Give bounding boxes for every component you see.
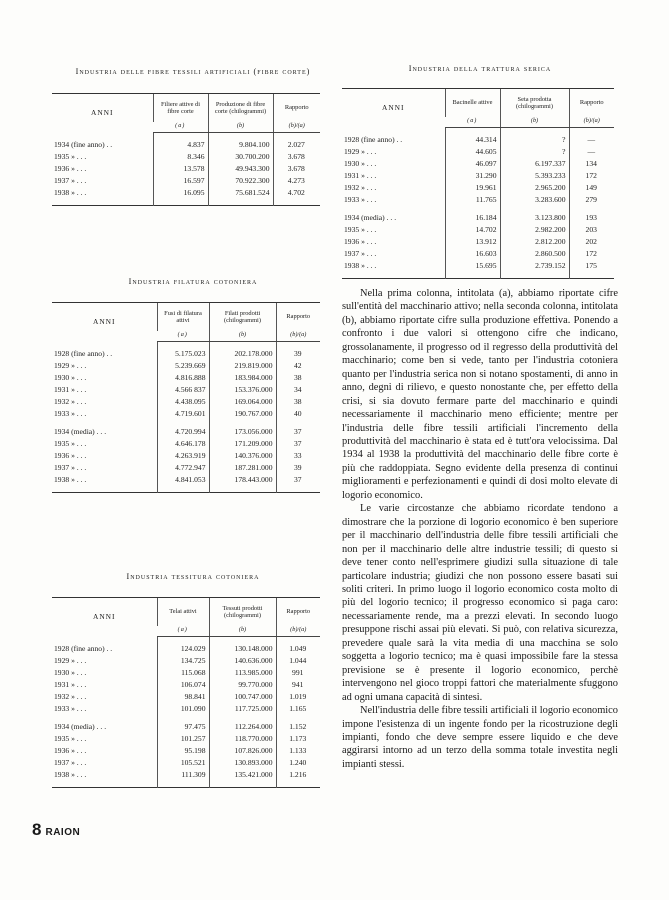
ratio-cell: 1.019 <box>276 691 320 703</box>
year-cell: 1928 (fine anno) . . <box>54 349 113 359</box>
table-row <box>52 438 320 450</box>
table-row <box>52 462 320 474</box>
year-cell: 1934 (media) . . . <box>54 722 107 732</box>
column-subheader: (a) <box>445 117 500 128</box>
year-cell: 1935 » . . . <box>344 225 377 235</box>
table-row <box>52 408 320 420</box>
ratio-cell: 42 <box>276 360 320 372</box>
value-a-cell: 4.816.888 <box>157 372 209 384</box>
column-header: ANNI <box>52 94 153 133</box>
value-b-cell: 75.681.524 <box>208 187 273 199</box>
column-subheader: (a) <box>157 626 209 637</box>
ratio-cell: 40 <box>276 408 320 420</box>
ratio-cell: 1.173 <box>276 733 320 745</box>
year-cell: 1930 » . . . <box>54 668 87 678</box>
value-a-cell: 111.309 <box>157 769 209 781</box>
paragraph-2: Le varie circostanze che abbiamo ricordate tendono a dimostrare che la porzione di logorio economico è ben superiore per il macchinario dell'industria delle fibre tessili artificiali che non per il macchinario delle altre industrie tessili; di questo si deve tener conto nell'esprimere giudizi sulla situazione di tale particolare industria; giudizi che non possono essere basati sui soliti criteri. In primo luogo il logorio economico costa molto di più del logorio tecnico; il progresso economico si paga caro: necessariamente rende, ma a prezzi elevati. In secondo luogo presuppone rischi assai più elevati. Si può, con relativa sicurezza, prevedere quale sarà la vita media di una macchina se solo soggetta a logorio tecnico; ma è quasi impossibile fare la stessa previsione se è presente il logorio economico, perchè intervengono nel gioco troppi fattori che materialmente sfuggono ad ogni umana capacità di sintesi. <box>342 503 618 703</box>
year-cell: 1936 » . . . <box>344 237 377 247</box>
table-tessitura <box>52 597 320 788</box>
value-b-cell: 140.636.000 <box>209 655 276 667</box>
ratio-cell: 1.049 <box>276 643 320 655</box>
table-row <box>52 139 320 151</box>
value-a-cell: 4.720.994 <box>157 426 209 438</box>
value-b-cell: 107.826.000 <box>209 745 276 757</box>
column-subheader: (b) <box>209 331 276 342</box>
value-b-cell: 3.123.800 <box>500 212 569 224</box>
table-row <box>52 679 320 691</box>
table-row <box>52 474 320 486</box>
table-title-fibre: Industria delle fibre tessili artificiali (fibre corte) <box>75 67 311 76</box>
value-b-cell: 117.725.000 <box>209 703 276 715</box>
table-row <box>342 224 614 236</box>
year-cell: 1938 » . . . <box>54 188 87 198</box>
year-cell: 1930 » . . . <box>344 159 377 169</box>
table-row <box>52 667 320 679</box>
value-a-cell: 44.605 <box>445 146 500 158</box>
table-row <box>52 372 320 384</box>
value-a-cell: 11.765 <box>445 194 500 206</box>
paragraph-3: Nell'industria delle fibre tessili artificiali il logorio economico impone l'esistenza di un ingente fondo per la ricostruzione degli impianti, fondo che deve sempre essere liquido e che deve aggirarsi intorno ad un terzo della somma totale investita negli impianti stessi. <box>342 705 618 770</box>
ratio-cell: 175 <box>569 260 614 272</box>
value-b-cell: ? <box>500 146 569 158</box>
value-b-cell: 202.178.000 <box>209 348 276 360</box>
value-a-cell: 134.725 <box>157 655 209 667</box>
value-b-cell: 5.393.233 <box>500 170 569 182</box>
year-cell: 1936 » . . . <box>54 451 87 461</box>
value-a-cell: 5.239.669 <box>157 360 209 372</box>
value-b-cell: 173.056.000 <box>209 426 276 438</box>
table-row <box>52 733 320 745</box>
table-row <box>342 236 614 248</box>
value-a-cell: 95.198 <box>157 745 209 757</box>
year-cell: 1932 » . . . <box>54 692 87 702</box>
value-a-cell: 4.263.919 <box>157 450 209 462</box>
table-row <box>52 769 320 781</box>
value-b-cell: ? <box>500 134 569 146</box>
year-cell: 1931 » . . . <box>54 680 87 690</box>
table-row <box>342 182 614 194</box>
ratio-cell: 134 <box>569 158 614 170</box>
value-b-cell: 113.985.000 <box>209 667 276 679</box>
ratio-cell: 941 <box>276 679 320 691</box>
year-cell: 1935 » . . . <box>54 152 87 162</box>
value-b-cell: 130.148.000 <box>209 643 276 655</box>
ratio-cell: 37 <box>276 438 320 450</box>
year-cell: 1933 » . . . <box>344 195 377 205</box>
value-a-cell: 4.438.095 <box>157 396 209 408</box>
table-row <box>52 757 320 769</box>
body-text <box>342 287 618 771</box>
page-number: 8 <box>32 820 42 839</box>
ratio-cell: 149 <box>569 182 614 194</box>
magazine-name: RAION <box>45 827 81 838</box>
column-header: Rapporto <box>569 89 614 118</box>
ratio-cell: 1.216 <box>276 769 320 781</box>
value-a-cell: 4.646.178 <box>157 438 209 450</box>
year-cell: 1938 » . . . <box>54 770 87 780</box>
table-row <box>52 175 320 187</box>
value-a-cell: 44.314 <box>445 134 500 146</box>
value-a-cell: 13.578 <box>153 163 208 175</box>
column-header: ANNI <box>52 598 157 637</box>
ratio-cell: 279 <box>569 194 614 206</box>
table-row <box>52 691 320 703</box>
ratio-cell: 1.152 <box>276 721 320 733</box>
value-b-cell: 6.197.337 <box>500 158 569 170</box>
year-cell: 1937 » . . . <box>54 463 87 473</box>
value-b-cell: 49.943.300 <box>208 163 273 175</box>
ratio-cell: 172 <box>569 248 614 260</box>
value-b-cell: 2.739.152 <box>500 260 569 272</box>
table-serica <box>342 88 614 279</box>
column-header: Fusi di filatura attivi <box>157 303 209 332</box>
column-subheader: (b)/(a) <box>276 331 320 342</box>
value-a-cell: 98.841 <box>157 691 209 703</box>
table-fibre <box>52 93 320 206</box>
value-b-cell: 2.812.200 <box>500 236 569 248</box>
table-row <box>52 360 320 372</box>
table-filatura <box>52 302 320 493</box>
value-b-cell: 171.209.000 <box>209 438 276 450</box>
value-a-cell: 97.475 <box>157 721 209 733</box>
ratio-cell: 1.044 <box>276 655 320 667</box>
year-cell: 1936 » . . . <box>54 164 87 174</box>
value-b-cell: 183.984.000 <box>209 372 276 384</box>
year-cell: 1930 » . . . <box>54 373 87 383</box>
table-row <box>52 426 320 438</box>
value-b-cell: 70.922.300 <box>208 175 273 187</box>
value-b-cell: 100.747.000 <box>209 691 276 703</box>
table-row <box>52 348 320 360</box>
year-cell: 1936 » . . . <box>54 746 87 756</box>
column-subheader: (b)/(a) <box>569 117 614 128</box>
table-row <box>342 170 614 182</box>
table-row <box>52 643 320 655</box>
ratio-cell: 172 <box>569 170 614 182</box>
ratio-cell: 39 <box>276 348 320 360</box>
value-b-cell: 190.767.000 <box>209 408 276 420</box>
value-a-cell: 16.603 <box>445 248 500 260</box>
column-header: Produzione di fibre corte (chilogrammi) <box>208 94 273 123</box>
column-subheader: (b) <box>209 626 276 637</box>
value-a-cell: 4.841.053 <box>157 474 209 486</box>
table-row <box>342 248 614 260</box>
year-cell: 1929 » . . . <box>54 656 87 666</box>
value-a-cell: 19.961 <box>445 182 500 194</box>
table-row <box>52 745 320 757</box>
column-header: Filati prodotti (chilogrammi) <box>209 303 276 332</box>
table-row <box>52 721 320 733</box>
year-cell: 1934 (fine anno) . . <box>54 140 113 150</box>
ratio-cell: — <box>569 134 614 146</box>
table-row <box>52 384 320 396</box>
value-a-cell: 101.257 <box>157 733 209 745</box>
column-subheader: (b)/(a) <box>276 626 320 637</box>
year-cell: 1938 » . . . <box>344 261 377 271</box>
table-title-tessitura: Industria tessitura cotoniera <box>126 572 260 581</box>
table-row <box>342 146 614 158</box>
value-a-cell: 31.290 <box>445 170 500 182</box>
value-b-cell: 9.804.100 <box>208 139 273 151</box>
value-a-cell: 4.719.601 <box>157 408 209 420</box>
year-cell: 1932 » . . . <box>54 397 87 407</box>
ratio-cell: 202 <box>569 236 614 248</box>
year-cell: 1933 » . . . <box>54 409 87 419</box>
year-cell: 1931 » . . . <box>344 171 377 181</box>
value-a-cell: 5.175.023 <box>157 348 209 360</box>
value-a-cell: 4.566 837 <box>157 384 209 396</box>
value-a-cell: 13.912 <box>445 236 500 248</box>
value-a-cell: 4.837 <box>153 139 208 151</box>
year-cell: 1937 » . . . <box>54 758 87 768</box>
ratio-cell: — <box>569 146 614 158</box>
year-cell: 1937 » . . . <box>54 176 87 186</box>
ratio-cell: 3.678 <box>273 151 320 163</box>
ratio-cell: 1.240 <box>276 757 320 769</box>
table-row <box>52 396 320 408</box>
value-b-cell: 112.264.000 <box>209 721 276 733</box>
value-b-cell: 219.819.000 <box>209 360 276 372</box>
ratio-cell: 991 <box>276 667 320 679</box>
year-cell: 1931 » . . . <box>54 385 87 395</box>
value-b-cell: 30.700.200 <box>208 151 273 163</box>
ratio-cell: 4.273 <box>273 175 320 187</box>
ratio-cell: 4.702 <box>273 187 320 199</box>
column-header: Tessuti prodotti (chilogrammi) <box>209 598 276 627</box>
year-cell: 1932 » . . . <box>344 183 377 193</box>
table-row <box>52 655 320 667</box>
value-a-cell: 4.772.947 <box>157 462 209 474</box>
value-b-cell: 118.770.000 <box>209 733 276 745</box>
table-row <box>52 187 320 199</box>
paragraph-1: Nella prima colonna, intitolata (a), abbiamo riportate cifre sull'entità del macchinario attivo; nella seconda colonna, intitolata (b), abbiamo riportate cifre sulla produzione effettiva. Ponendo a confronto i due valori si ottengono cifre che indicano, grossolanamente, il progresso od il regresso della produttività del macchinario; come ben si vede, tanto per l'industria cotoniera quanto per l'industria serica non si notano spostamenti, di anno in anno, degni di rilievo, e questo nonostante che, per effetto della crisi, si sia dovuto fermare parte del macchinario e quindi necessariamente il macchinario meno efficiente; mentre per l'industria delle fibre tessili artificiali l'incremento della produttività del macchinario è stata ed è tutt'ora velocissima. Dal 1934 al 1938 la produttività del macchinario delle fibre corte è più che raddoppiata. Segno evidente della presenza di continui miglioramenti e perfezionamenti e quindi di dosi molto elevate di logorio economico. <box>342 288 618 501</box>
column-header: Telai attivi <box>157 598 209 627</box>
table-row <box>342 134 614 146</box>
table-row <box>342 212 614 224</box>
value-a-cell: 14.702 <box>445 224 500 236</box>
ratio-cell: 37 <box>276 426 320 438</box>
value-b-cell: 153.376.000 <box>209 384 276 396</box>
table-row <box>342 260 614 272</box>
value-b-cell: 2.860.500 <box>500 248 569 260</box>
table-row <box>342 194 614 206</box>
column-header: Bacinelle attive <box>445 89 500 118</box>
value-b-cell: 169.064.000 <box>209 396 276 408</box>
year-cell: 1938 » . . . <box>54 475 87 485</box>
ratio-cell: 33 <box>276 450 320 462</box>
year-cell: 1928 (fine anno) . . <box>344 135 403 145</box>
ratio-cell: 203 <box>569 224 614 236</box>
value-b-cell: 135.421.000 <box>209 769 276 781</box>
column-subheader: (b) <box>500 117 569 128</box>
year-cell: 1937 » . . . <box>344 249 377 259</box>
value-a-cell: 46.097 <box>445 158 500 170</box>
value-b-cell: 130.893.000 <box>209 757 276 769</box>
ratio-cell: 3.678 <box>273 163 320 175</box>
ratio-cell: 38 <box>276 372 320 384</box>
year-cell: 1933 » . . . <box>54 704 87 714</box>
value-b-cell: 178.443.000 <box>209 474 276 486</box>
value-b-cell: 2.982.200 <box>500 224 569 236</box>
value-a-cell: 16.184 <box>445 212 500 224</box>
year-cell: 1929 » . . . <box>344 147 377 157</box>
ratio-cell: 1.133 <box>276 745 320 757</box>
table-row <box>52 163 320 175</box>
year-cell: 1934 (media) . . . <box>344 213 397 223</box>
ratio-cell: 37 <box>276 474 320 486</box>
value-a-cell: 124.029 <box>157 643 209 655</box>
ratio-cell: 193 <box>569 212 614 224</box>
value-b-cell: 99.770.000 <box>209 679 276 691</box>
value-a-cell: 105.521 <box>157 757 209 769</box>
column-header: Filiere attive di fibre corte <box>153 94 208 123</box>
value-a-cell: 106.074 <box>157 679 209 691</box>
column-header: ANNI <box>52 303 157 342</box>
table-title-filatura: Industria filatura cotoniera <box>128 277 258 286</box>
page-footer <box>32 820 80 840</box>
year-cell: 1929 » . . . <box>54 361 87 371</box>
column-subheader: (a) <box>153 122 208 133</box>
value-b-cell: 3.283.600 <box>500 194 569 206</box>
year-cell: 1928 (fine anno) . . <box>54 644 113 654</box>
year-cell: 1935 » . . . <box>54 439 87 449</box>
value-b-cell: 2.965.200 <box>500 182 569 194</box>
value-a-cell: 101.090 <box>157 703 209 715</box>
table-row <box>342 158 614 170</box>
ratio-cell: 34 <box>276 384 320 396</box>
column-header: ANNI <box>342 89 445 128</box>
column-header: Seta prodotta (chilogrammi) <box>500 89 569 118</box>
table-row <box>52 450 320 462</box>
value-a-cell: 115.068 <box>157 667 209 679</box>
column-subheader: (b) <box>208 122 273 133</box>
column-subheader: (a) <box>157 331 209 342</box>
table-title-serica: Industria della trattura serica <box>408 64 552 73</box>
value-a-cell: 16.597 <box>153 175 208 187</box>
year-cell: 1935 » . . . <box>54 734 87 744</box>
column-header: Rapporto <box>276 303 320 332</box>
value-b-cell: 140.376.000 <box>209 450 276 462</box>
column-header: Rapporto <box>273 94 320 123</box>
ratio-cell: 2.027 <box>273 139 320 151</box>
year-cell: 1934 (media) . . . <box>54 427 107 437</box>
ratio-cell: 38 <box>276 396 320 408</box>
value-b-cell: 187.281.000 <box>209 462 276 474</box>
table-row <box>52 703 320 715</box>
column-header: Rapporto <box>276 598 320 627</box>
table-row <box>52 151 320 163</box>
ratio-cell: 1.165 <box>276 703 320 715</box>
column-subheader: (b)/(a) <box>273 122 320 133</box>
ratio-cell: 39 <box>276 462 320 474</box>
value-a-cell: 16.095 <box>153 187 208 199</box>
value-a-cell: 15.695 <box>445 260 500 272</box>
value-a-cell: 8.346 <box>153 151 208 163</box>
